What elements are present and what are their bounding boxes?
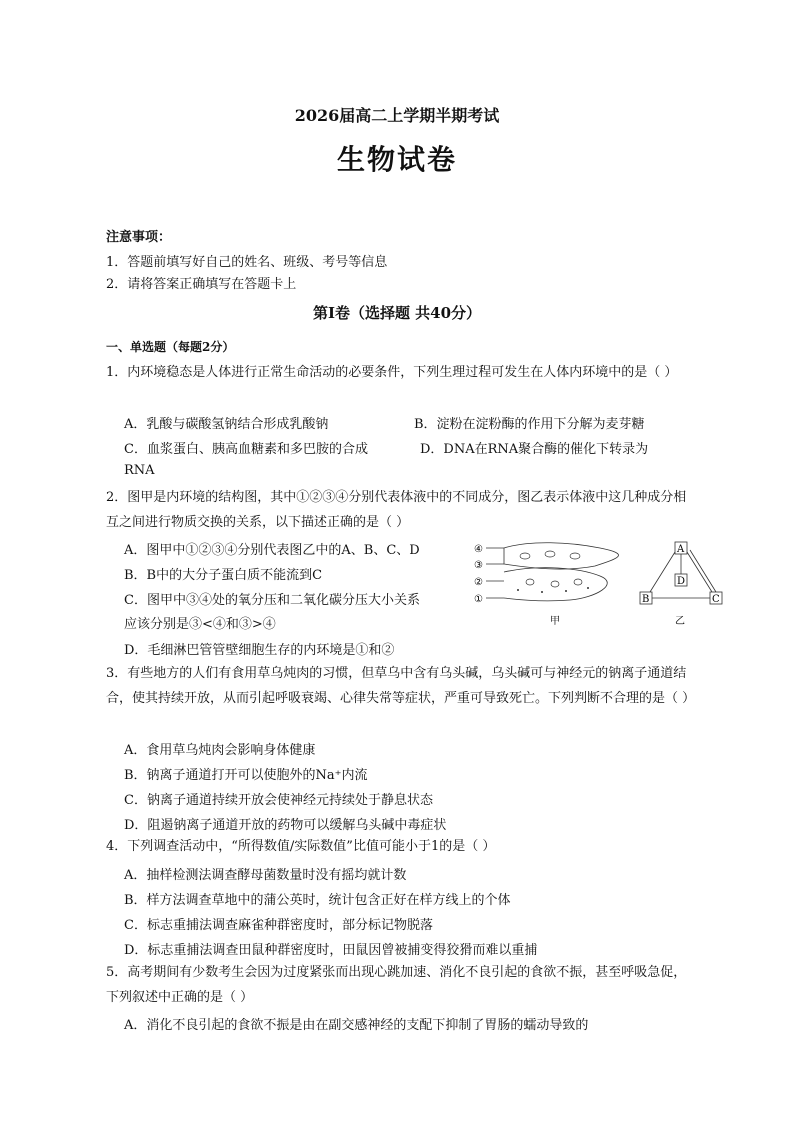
question-stem: 1．内环境稳态是人体进行正常生命活动的必要条件，下列生理过程可发生在人体内环境中的是（ ） [106, 365, 678, 380]
option-a: A．消化不良引起的食欲不振是由在副交感神经的支配下抑制了胃肠的蠕动导致的 [124, 1018, 589, 1033]
option-c: C．血浆蛋白、胰高血糖素和多巴胺的合成 [124, 442, 368, 457]
option-a: A．抽样检测法调查酵母菌数量时没有摇均就计数 [124, 868, 407, 883]
caption-jia: 甲 [550, 616, 560, 627]
figure-jia [474, 543, 619, 627]
option-c: C．钠离子通道持续开放会使神经元持续处于静息状态 [124, 793, 433, 808]
node-c: C [712, 594, 720, 605]
option-c: C．图甲中③④处的氧分压和二氧化碳分压大小关系 [124, 593, 420, 608]
label-1: ① [474, 594, 483, 605]
body-fluid-diagram [470, 538, 730, 630]
label-2: ② [474, 577, 483, 588]
section-title: 第Ⅰ卷（选择题 共40分） [312, 304, 482, 322]
question-stem: 2．图甲是内环境的结构图，其中①②③④分别代表体液中的不同成分，图乙表示体液中这几种成分相互之间进行物质交换的关系，以下描述正确的是（ ） [106, 490, 687, 530]
node-d: D [677, 576, 686, 587]
label-4: ④ [474, 544, 483, 555]
option-d: D．DNA在RNA聚合酶的催化下转录为 [420, 442, 649, 457]
option-c: C．标志重捕法调查麻雀种群密度时，部分标记物脱落 [124, 918, 433, 933]
question-stem: 3．有些地方的人们有食用草乌炖肉的习惯，但草乌中含有乌头碱，乌头碱可与神经元的钠离子通道结合，使其持续开放，从而引起呼吸衰竭、心律失常等症状，严重可导致死亡。下列判断不合理的是（ ） [106, 666, 696, 706]
notice-item: 2．请将答案正确填写在答题卡上 [106, 277, 297, 292]
exam-title: 2026届高二上学期半期考试 [294, 106, 500, 125]
subject-title: 生物试卷 [336, 143, 457, 176]
question-stem: 4．下列调查活动中，“所得数值/实际数值”比值可能小于1的是（ ） [106, 839, 496, 854]
figure-jia-yi [470, 538, 730, 630]
node-b: B [642, 594, 650, 605]
figure-yi [640, 542, 722, 627]
option-b: B．样方法调查草地中的蒲公英时，统计包含正好在样方线上的个体 [124, 893, 511, 908]
option-d-continued: RNA [124, 463, 155, 478]
section-subtitle: 一、单选题（每题2分） [106, 340, 235, 354]
option-d: D．标志重捕法调查田鼠种群密度时，田鼠因曾被捕变得狡猾而难以重捕 [124, 943, 538, 958]
option-d: D．阻遏钠离子通道开放的药物可以缓解乌头碱中毒症状 [124, 818, 447, 833]
option-b: B．B中的大分子蛋白质不能流到C [124, 568, 323, 583]
option-c-continued: 应该分别是③<④和③>④ [124, 617, 276, 632]
option-d: D．毛细淋巴管管壁细胞生存的内环境是①和② [124, 643, 395, 658]
notice-item: 1．答题前填写好自己的姓名、班级、考号等信息 [106, 255, 388, 270]
notice-heading: 注意事项： [106, 230, 172, 245]
option-a: A．图甲中①②③④分别代表图乙中的A、B、C、D [124, 543, 420, 558]
option-b: B．钠离子通道打开可以使胞外的Na⁺内流 [124, 768, 368, 783]
caption-yi: 乙 [675, 616, 685, 627]
option-a: A．食用草乌炖肉会影响身体健康 [124, 743, 316, 758]
option-a: A．乳酸与碳酸氢钠结合形成乳酸钠 [124, 417, 329, 432]
option-b: B．淀粉在淀粉酶的作用下分解为麦芽糖 [414, 417, 645, 432]
label-3: ③ [474, 560, 483, 571]
node-a: A [677, 544, 685, 555]
question-stem: 5．高考期间有少数考生会因为过度紧张而出现心跳加速、消化不良引起的食欲不振，甚至呼吸急促，下列叙述中正确的是（ ） [106, 965, 687, 1005]
